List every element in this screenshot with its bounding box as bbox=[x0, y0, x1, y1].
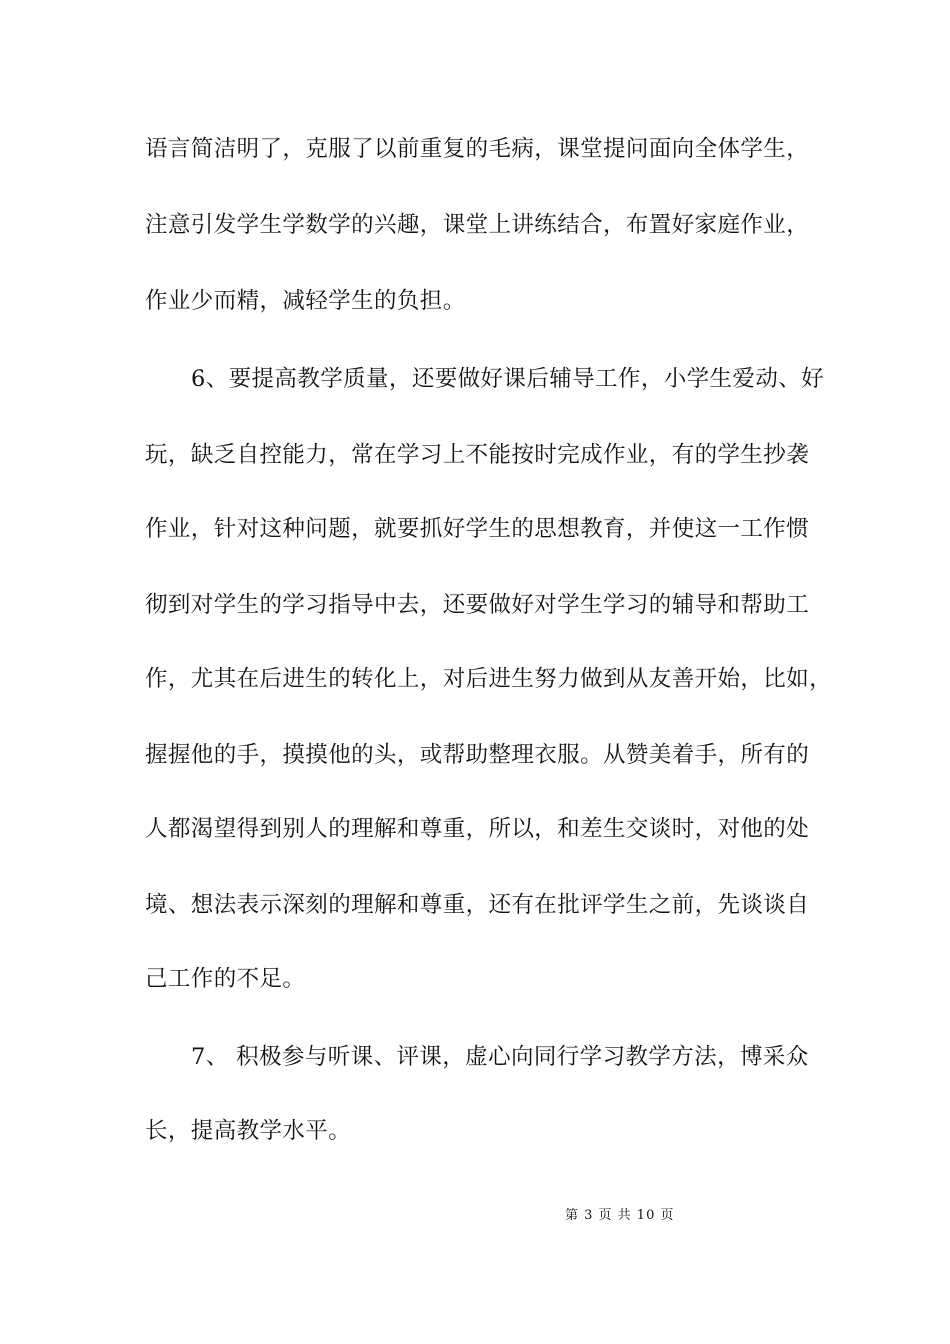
page-number-footer: 第 3 页 共 10 页 bbox=[565, 1208, 675, 1223]
text-line-9: 握握他的手，摸摸他的头，或帮助整理衣服。从赞美着手，所有的 bbox=[145, 742, 810, 768]
text-line-11: 境、想法表示深刻的理解和尊重，还有在批评学生之前，先谈谈自 bbox=[145, 892, 810, 918]
text-line-7: 彻到对学生的学习指导中去，还要做好对学生学习的辅导和帮助工 bbox=[145, 592, 810, 618]
text-line-14: 长，提高教学水平。 bbox=[145, 1118, 352, 1144]
text-line-10: 人都渴望得到别人的理解和尊重，所以，和差生交谈时，对他的处 bbox=[145, 816, 810, 842]
text-line-3: 作业少而精，减轻学生的负担。 bbox=[145, 288, 466, 314]
paragraph-6-first-line: 6、要提高教学质量，还要做好课后辅导工作，小学生爱动、好 bbox=[191, 366, 825, 392]
text-line-2: 注意引发学生学数学的兴趣，课堂上讲练结合，布置好家庭作业， bbox=[145, 212, 810, 238]
text-line-6: 作业，针对这种问题，就要抓好学生的思想教育，并使这一工作惯 bbox=[145, 516, 810, 542]
paragraph-7-first-line: 7、 积极参与听课、评课，虚心向同行学习教学方法，博采众 bbox=[191, 1044, 809, 1070]
text-line-5: 玩，缺乏自控能力，常在学习上不能按时完成作业，有的学生抄袭 bbox=[145, 442, 810, 468]
text-line-1: 语言简洁明了，克服了以前重复的毛病，课堂提问面向全体学生， bbox=[145, 136, 810, 162]
text-line-12: 己工作的不足。 bbox=[145, 966, 306, 992]
text-line-8: 作，尤其在后进生的转化上，对后进生努力做到从友善开始，比如， bbox=[145, 666, 833, 692]
